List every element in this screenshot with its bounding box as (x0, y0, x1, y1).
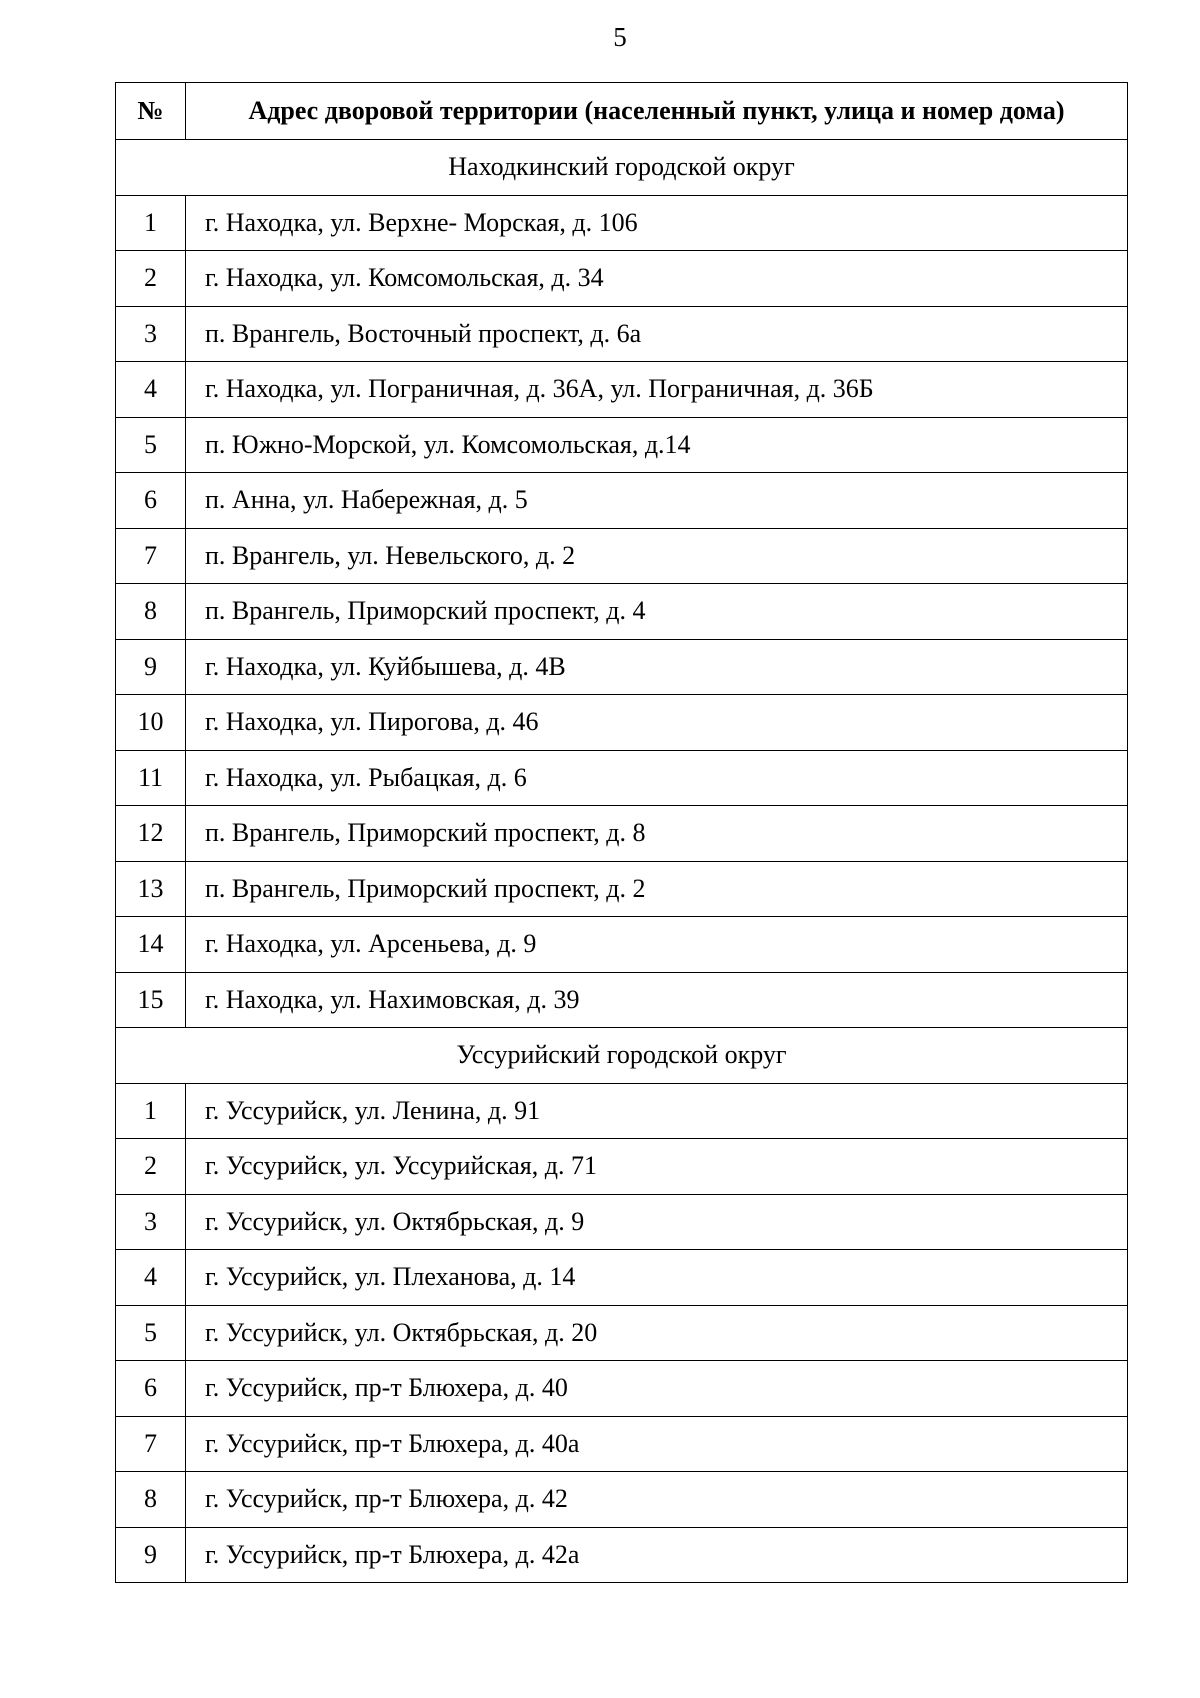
table-row (116, 362, 1128, 418)
table-row (116, 806, 1128, 862)
row-number: 3 (116, 306, 186, 362)
row-address: г. Уссурийск, пр-т Блюхера, д. 40 (186, 1361, 1128, 1417)
row-number: 2 (116, 1139, 186, 1195)
row-number: 4 (116, 362, 186, 418)
table-row (116, 195, 1128, 251)
row-number: 7 (116, 528, 186, 584)
row-address: г. Находка, ул. Арсеньева, д. 9 (186, 917, 1128, 973)
row-address: п. Южно-Морской, ул. Комсомольская, д.14 (186, 417, 1128, 473)
table-row (116, 251, 1128, 307)
column-header-address: Адрес дворовой территории (населенный пункт, улица и номер дома) (186, 83, 1128, 140)
table-row (116, 1472, 1128, 1528)
row-number: 6 (116, 473, 186, 529)
row-address: г. Находка, ул. Рыбацкая, д. 6 (186, 750, 1128, 806)
row-number: 5 (116, 417, 186, 473)
section-title: Уссурийский городской округ (116, 1028, 1128, 1084)
row-address: п. Врангель, Приморский проспект, д. 4 (186, 584, 1128, 640)
table-row (116, 695, 1128, 751)
table-row (116, 639, 1128, 695)
table-row (116, 861, 1128, 917)
row-address: г. Находка, ул. Куйбышева, д. 4В (186, 639, 1128, 695)
address-table (115, 82, 1128, 1583)
row-address: г. Уссурийск, пр-т Блюхера, д. 40а (186, 1416, 1128, 1472)
row-number: 1 (116, 195, 186, 251)
row-address: п. Врангель, ул. Невельского, д. 2 (186, 528, 1128, 584)
table-row (116, 1250, 1128, 1306)
row-number: 3 (116, 1194, 186, 1250)
row-address: г. Находка, ул. Верхне- Морская, д. 106 (186, 195, 1128, 251)
row-address: г. Уссурийск, пр-т Блюхера, д. 42 (186, 1472, 1128, 1528)
row-address: п. Врангель, Приморский проспект, д. 8 (186, 806, 1128, 862)
row-number: 4 (116, 1250, 186, 1306)
row-number: 1 (116, 1083, 186, 1139)
row-address: г. Уссурийск, ул. Октябрьская, д. 20 (186, 1305, 1128, 1361)
table-row (116, 1083, 1128, 1139)
section-row (116, 140, 1128, 196)
row-address: г. Уссурийск, ул. Уссурийская, д. 71 (186, 1139, 1128, 1195)
row-number: 11 (116, 750, 186, 806)
column-header-number: № (116, 83, 186, 140)
row-number: 7 (116, 1416, 186, 1472)
row-number: 12 (116, 806, 186, 862)
table-row (116, 417, 1128, 473)
row-number: 9 (116, 1527, 186, 1583)
table-body (116, 140, 1128, 1583)
table-row (116, 972, 1128, 1028)
table-row (116, 473, 1128, 529)
table-row (116, 750, 1128, 806)
row-address: г. Находка, ул. Комсомольская, д. 34 (186, 251, 1128, 307)
table-row (116, 528, 1128, 584)
row-number: 5 (116, 1305, 186, 1361)
row-address: г. Находка, ул. Пирогова, д. 46 (186, 695, 1128, 751)
table-row (116, 1361, 1128, 1417)
row-number: 6 (116, 1361, 186, 1417)
row-number: 10 (116, 695, 186, 751)
section-row (116, 1028, 1128, 1084)
row-number: 15 (116, 972, 186, 1028)
table-row (116, 584, 1128, 640)
row-number: 13 (116, 861, 186, 917)
row-address: п. Врангель, Восточный проспект, д. 6а (186, 306, 1128, 362)
section-title: Находкинский городской округ (116, 140, 1128, 196)
row-address: г. Уссурийск, ул. Ленина, д. 91 (186, 1083, 1128, 1139)
row-address: п. Анна, ул. Набережная, д. 5 (186, 473, 1128, 529)
table-row (116, 1527, 1128, 1583)
table-row (116, 1305, 1128, 1361)
row-number: 8 (116, 584, 186, 640)
table-row (116, 1416, 1128, 1472)
row-number: 14 (116, 917, 186, 973)
row-number: 2 (116, 251, 186, 307)
table-header-row (116, 83, 1128, 140)
table-row (116, 1194, 1128, 1250)
table-row (116, 306, 1128, 362)
row-number: 8 (116, 1472, 186, 1528)
table-row (116, 917, 1128, 973)
row-number: 9 (116, 639, 186, 695)
row-address: п. Врангель, Приморский проспект, д. 2 (186, 861, 1128, 917)
row-address: г. Уссурийск, ул. Октябрьская, д. 9 (186, 1194, 1128, 1250)
row-address: г. Уссурийск, ул. Плеханова, д. 14 (186, 1250, 1128, 1306)
table-row (116, 1139, 1128, 1195)
row-address: г. Находка, ул. Пограничная, д. 36А, ул. Пограничная, д. 36Б (186, 362, 1128, 418)
row-address: г. Уссурийск, пр-т Блюхера, д. 42а (186, 1527, 1128, 1583)
row-address: г. Находка, ул. Нахимовская, д. 39 (186, 972, 1128, 1028)
page-number: 5 (613, 22, 627, 52)
